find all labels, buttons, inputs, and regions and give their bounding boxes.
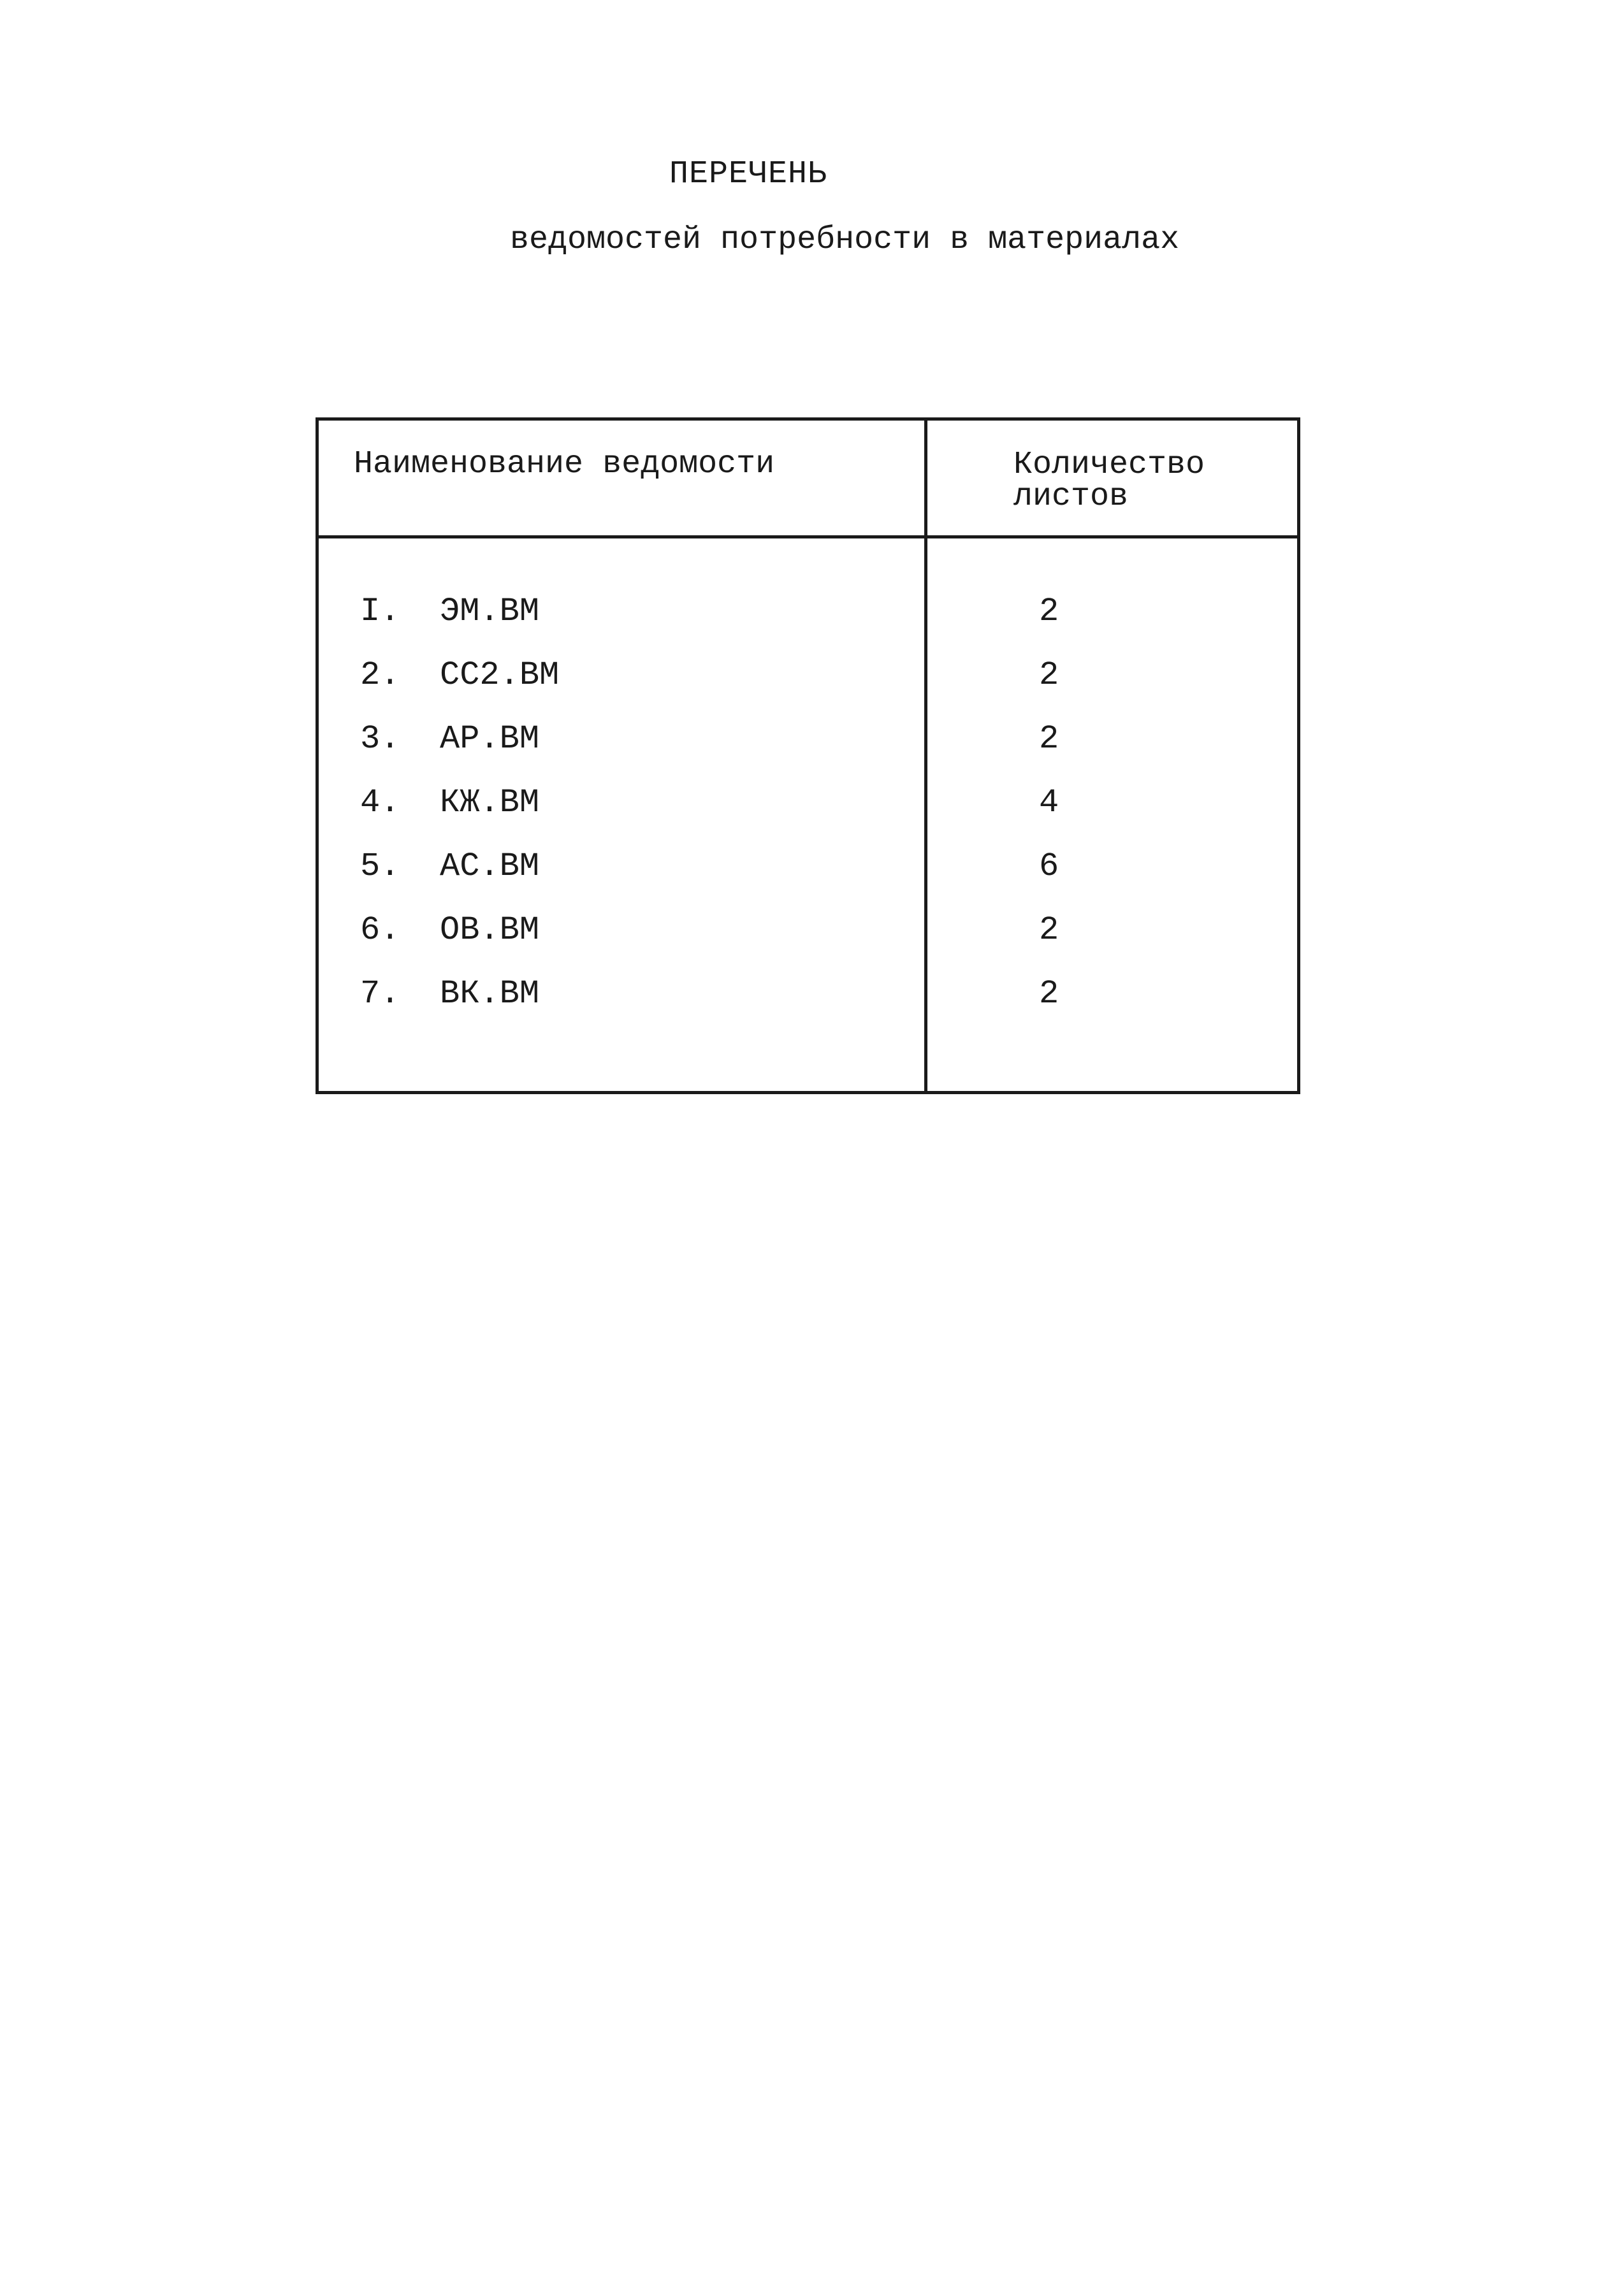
row-sheets: 2: [1039, 975, 1059, 1013]
row-code: ВК.ВМ: [440, 975, 540, 1013]
row-code: СС2.ВМ: [440, 656, 560, 694]
row-number: 3.: [360, 720, 400, 758]
row-number: 2.: [360, 656, 400, 694]
row-number: I.: [360, 593, 400, 630]
header-count-line2: листов: [1013, 479, 1129, 515]
row-number: 5.: [360, 848, 400, 885]
row-sheets: 2: [1039, 911, 1059, 949]
row-number: 7.: [360, 975, 400, 1013]
row-sheets: 6: [1039, 848, 1059, 885]
table-row: [319, 784, 1297, 848]
row-code: ОВ.ВМ: [440, 911, 540, 949]
document-subtitle: ведомостей потребности в материалах: [510, 222, 1180, 258]
row-number: 6.: [360, 911, 400, 949]
row-code: КЖ.ВМ: [440, 784, 540, 821]
table-row: [319, 911, 1297, 975]
table-row: [319, 848, 1297, 911]
header-count: [1013, 449, 1205, 513]
header-name: Наименование ведомости: [354, 446, 775, 482]
table-row: [319, 656, 1297, 720]
row-number: 4.: [360, 784, 400, 821]
header-divider: [319, 535, 1297, 538]
row-code: ЭМ.ВМ: [440, 593, 540, 630]
row-sheets: 2: [1039, 593, 1059, 630]
row-sheets: 4: [1039, 784, 1059, 821]
row-sheets: 2: [1039, 656, 1059, 694]
row-code: АР.ВМ: [440, 720, 540, 758]
header-count-line1: Количество: [1013, 447, 1205, 483]
table-row: [319, 593, 1297, 656]
document-title: ПЕРЕЧЕНЬ: [669, 156, 828, 192]
table-row: [319, 720, 1297, 784]
table-row: [319, 975, 1297, 1039]
row-sheets: 2: [1039, 720, 1059, 758]
row-code: АС.ВМ: [440, 848, 540, 885]
sheets-table: [316, 417, 1300, 1094]
